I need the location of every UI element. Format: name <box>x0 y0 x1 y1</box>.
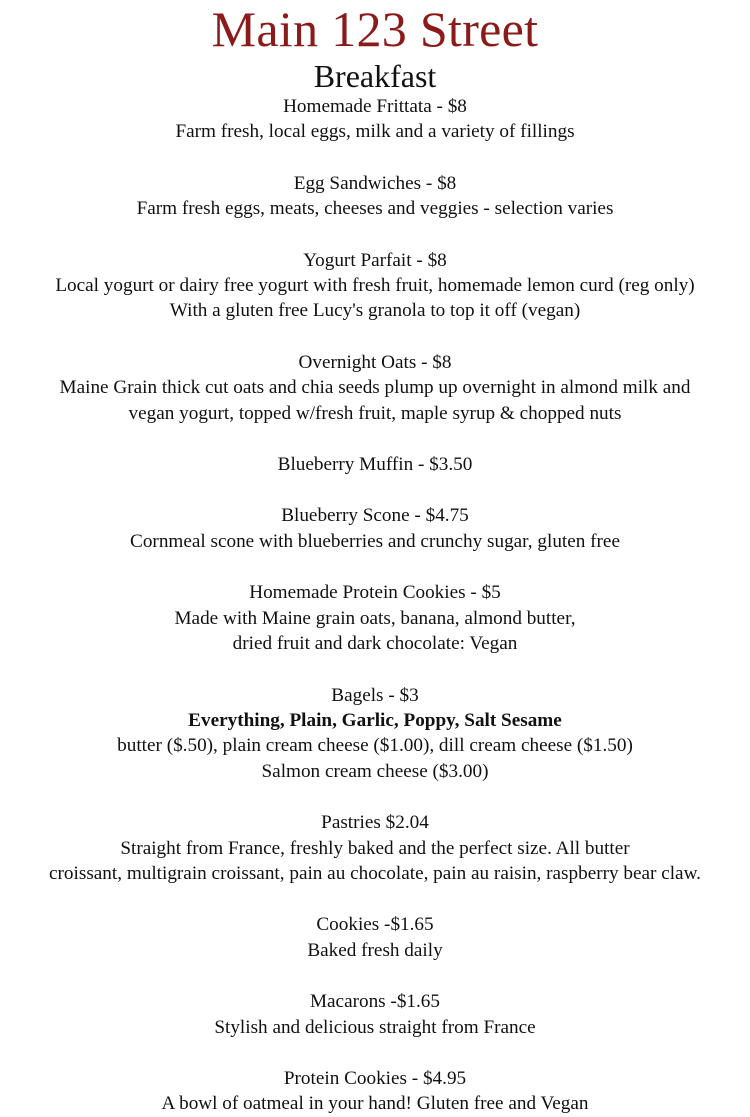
menu-item-description: croissant, multigrain croissant, pain au chocolate, pain au raisin, raspberry bear claw. <box>49 862 701 884</box>
menu-item <box>0 1066 750 1117</box>
menu-item <box>0 350 750 426</box>
menu-item-name: Cookies -$1.65 <box>316 914 434 936</box>
menu-item-name: Overnight Oats - $8 <box>298 351 452 373</box>
menu-item-name: Pastries $2.04 <box>321 812 429 834</box>
menu-item <box>0 248 750 324</box>
menu-item-name: Homemade Frittata - $8 <box>283 96 467 117</box>
menu-item-description: Cornmeal scone with blueberries and crunchy sugar, gluten free <box>130 530 620 552</box>
menu-item-description: Made with Maine grain oats, banana, almond butter, <box>174 607 576 629</box>
menu-item-varieties: Everything, Plain, Garlic, Poppy, Salt Sesame <box>188 709 562 731</box>
menu-item <box>0 580 750 656</box>
restaurant-title: Main 123 Street <box>211 1 539 57</box>
menu-item <box>0 683 750 785</box>
menu-item-description: vegan yogurt, topped w/fresh fruit, maple syrup & chopped nuts <box>128 402 622 424</box>
menu-item <box>0 94 750 145</box>
menu-item <box>0 503 750 554</box>
menu-item-name: Macarons -$1.65 <box>309 991 440 1013</box>
menu-item-name: Blueberry Scone - $4.75 <box>281 505 469 527</box>
section-title-breakfast: Breakfast <box>313 58 437 94</box>
menu-item <box>0 912 750 963</box>
menu-item-name: Egg Sandwiches - $8 <box>293 172 457 194</box>
menu-item-name: Homemade Protein Cookies - $5 <box>249 582 501 604</box>
menu-item-description: Straight from France, freshly baked and the perfect size. All butter <box>120 837 630 859</box>
menu-item-description: dried fruit and dark chocolate: Vegan <box>232 633 518 655</box>
menu-item-description: Salmon cream cheese ($3.00) <box>261 760 489 782</box>
menu-item-description: A bowl of oatmeal in your hand! Gluten free and Vegan <box>161 1093 589 1115</box>
menu-item-name: Bagels - $3 <box>331 684 419 706</box>
menu-item <box>0 989 750 1040</box>
menu-item-description: Farm fresh, local eggs, milk and a variety of fillings <box>175 121 575 143</box>
menu-item-description: Local yogurt or dairy free yogurt with fresh fruit, homemade lemon curd (reg only) <box>55 275 695 297</box>
menu-item-description: Maine Grain thick cut oats and chia seeds plump up overnight in almond milk and <box>59 377 691 399</box>
menu-item-description: Farm fresh eggs, meats, cheeses and veggies - selection varies <box>136 198 614 220</box>
menu-item-description: butter ($.50), plain cream cheese ($1.00), dill cream cheese ($1.50) <box>117 735 633 757</box>
menu-item-name: Blueberry Muffin - $3.50 <box>277 454 473 476</box>
menu-item <box>0 810 750 886</box>
menu-item-description: Stylish and delicious straight from France <box>214 1016 536 1038</box>
menu-item <box>0 171 750 222</box>
menu-item-description: With a gluten free Lucy's granola to top it off (vegan) <box>169 300 581 322</box>
menu-item-name: Protein Cookies - $4.95 <box>283 1067 467 1089</box>
menu-items-list <box>0 94 750 1117</box>
menu-item-description: Baked fresh daily <box>307 939 443 961</box>
menu-item <box>0 452 750 477</box>
menu-item-name: Yogurt Parfait - $8 <box>303 249 447 271</box>
